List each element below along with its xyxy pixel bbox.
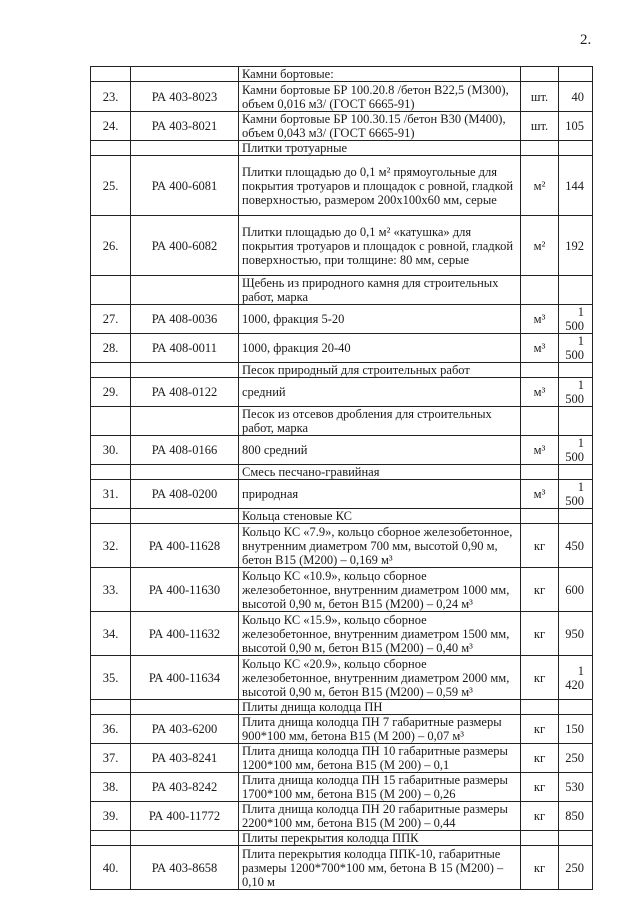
row-unit: кг — [521, 612, 559, 656]
row-code: РА 400-11634 — [131, 656, 239, 700]
row-description: Плита перекрытия колодца ППК-10, габаритные размеры 1200*700*100 мм, бетона В 15 (М200) – 0,10 м — [239, 846, 521, 890]
row-description: Плитки площадью до 0,1 м² «катушка» для покрытия тротуаров и площадок с ровной, гладкой поверхностью, при толщине: 80 мм, серые — [239, 216, 521, 276]
row-quantity: 1 500 — [559, 334, 593, 363]
row-quantity: 1 500 — [559, 378, 593, 407]
row-code — [131, 831, 239, 846]
row-number: 28. — [91, 334, 131, 363]
row-description: Плиты перекрытия колодца ППК — [239, 831, 521, 846]
row-number — [91, 141, 131, 156]
row-number: 31. — [91, 480, 131, 509]
materials-table-body — [91, 67, 593, 890]
row-quantity: 530 — [559, 773, 593, 802]
row-description: средний — [239, 378, 521, 407]
row-code: РА 403-8021 — [131, 112, 239, 141]
table-row — [91, 524, 593, 568]
row-quantity: 250 — [559, 846, 593, 890]
row-number — [91, 363, 131, 378]
table-row — [91, 82, 593, 112]
row-number — [91, 276, 131, 305]
row-code: РА 403-8242 — [131, 773, 239, 802]
section-row — [91, 363, 593, 378]
materials-table — [90, 66, 593, 890]
row-code — [131, 363, 239, 378]
table-row — [91, 378, 593, 407]
row-description: Песок природный для строительных работ — [239, 363, 521, 378]
row-code: РА 408-0036 — [131, 305, 239, 334]
row-unit: кг — [521, 744, 559, 773]
row-number: 24. — [91, 112, 131, 141]
section-row — [91, 465, 593, 480]
row-quantity — [559, 509, 593, 524]
row-description: Кольцо КС «15.9», кольцо сборное железобетонное, внутренним диаметром 1500 мм, высотой 0,90 м, бетон В15 (М200) – 0,40 м³ — [239, 612, 521, 656]
row-number — [91, 67, 131, 82]
row-unit: м³ — [521, 334, 559, 363]
table-row — [91, 436, 593, 465]
row-number — [91, 465, 131, 480]
row-number: 25. — [91, 156, 131, 216]
row-number: 37. — [91, 744, 131, 773]
row-code: РА 400-11772 — [131, 802, 239, 831]
table-row — [91, 656, 593, 700]
row-code: РА 400-6082 — [131, 216, 239, 276]
row-description: Камни бортовые БР 100.30.15 /бетон В30 (М400), объем 0,043 м3/ (ГОСТ 6665-91) — [239, 112, 521, 141]
row-code — [131, 465, 239, 480]
row-code — [131, 276, 239, 305]
row-description: Плита днища колодца ПН 10 габаритные размеры 1200*100 мм, бетона В15 (М 200) – 0,1 — [239, 744, 521, 773]
row-unit: кг — [521, 568, 559, 612]
row-unit: кг — [521, 773, 559, 802]
row-code: РА 408-0011 — [131, 334, 239, 363]
row-unit: м² — [521, 156, 559, 216]
row-number: 39. — [91, 802, 131, 831]
row-code — [131, 509, 239, 524]
row-code: РА 400-6081 — [131, 156, 239, 216]
row-code: РА 403-8023 — [131, 82, 239, 112]
row-description: Плитки площадью до 0,1 м² прямоугольные для покрытия тротуаров и площадок с ровной, гладкой поверхностью, размером 200х100х60 мм, серые — [239, 156, 521, 216]
row-quantity — [559, 465, 593, 480]
row-quantity — [559, 831, 593, 846]
row-description: Кольца стеновые КС — [239, 509, 521, 524]
row-number: 34. — [91, 612, 131, 656]
row-description: Щебень из природного камня для строительных работ, марка — [239, 276, 521, 305]
row-unit: кг — [521, 715, 559, 744]
table-row — [91, 715, 593, 744]
row-quantity — [559, 363, 593, 378]
row-quantity: 600 — [559, 568, 593, 612]
row-quantity: 1 500 — [559, 480, 593, 509]
row-code — [131, 141, 239, 156]
table-row — [91, 480, 593, 509]
section-row — [91, 509, 593, 524]
row-description: Камни бортовые БР 100.20.8 /бетон В22,5 (М300), объем 0,016 м3/ (ГОСТ 6665-91) — [239, 82, 521, 112]
page-number: 2. — [580, 32, 592, 48]
row-code: РА 403-6200 — [131, 715, 239, 744]
table-row — [91, 568, 593, 612]
table-row — [91, 334, 593, 363]
row-unit: м³ — [521, 480, 559, 509]
section-row — [91, 141, 593, 156]
row-code: РА 403-8658 — [131, 846, 239, 890]
row-quantity: 150 — [559, 715, 593, 744]
row-description: природная — [239, 480, 521, 509]
row-description: Песок из отсевов дробления для строительных работ, марка — [239, 407, 521, 436]
row-code — [131, 407, 239, 436]
row-quantity: 250 — [559, 744, 593, 773]
row-code — [131, 700, 239, 715]
row-code: РА 408-0166 — [131, 436, 239, 465]
section-row — [91, 407, 593, 436]
row-unit: шт. — [521, 82, 559, 112]
table-row — [91, 112, 593, 141]
row-unit — [521, 363, 559, 378]
row-quantity: 1 420 — [559, 656, 593, 700]
row-code: РА 408-0122 — [131, 378, 239, 407]
row-number: 23. — [91, 82, 131, 112]
row-unit — [521, 831, 559, 846]
row-description: Плита днища колодца ПН 20 габаритные размеры 2200*100 мм, бетона В15 (М 200) – 0,44 — [239, 802, 521, 831]
row-description: 800 средний — [239, 436, 521, 465]
row-description: Кольцо КС «20.9», кольцо сборное железобетонное, внутренним диаметром 2000 мм, высотой 0,90 м, бетон В15 (М200) – 0,59 м³ — [239, 656, 521, 700]
row-unit — [521, 276, 559, 305]
row-number — [91, 700, 131, 715]
row-description: Плита днища колодца ПН 7 габаритные размеры 900*100 мм, бетона В15 (М 200) – 0,07 м³ — [239, 715, 521, 744]
row-unit — [521, 509, 559, 524]
row-code: РА 400-11628 — [131, 524, 239, 568]
row-unit: кг — [521, 802, 559, 831]
row-unit: м³ — [521, 305, 559, 334]
row-description: Плитки тротуарные — [239, 141, 521, 156]
row-unit: м² — [521, 216, 559, 276]
row-number: 33. — [91, 568, 131, 612]
row-code: РА 408-0200 — [131, 480, 239, 509]
section-row — [91, 276, 593, 305]
row-quantity: 850 — [559, 802, 593, 831]
row-code — [131, 67, 239, 82]
row-number — [91, 407, 131, 436]
row-unit — [521, 465, 559, 480]
table-row — [91, 846, 593, 890]
row-number: 30. — [91, 436, 131, 465]
row-unit — [521, 67, 559, 82]
row-quantity: 192 — [559, 216, 593, 276]
row-quantity: 1 500 — [559, 436, 593, 465]
row-number: 32. — [91, 524, 131, 568]
row-quantity — [559, 141, 593, 156]
row-number: 36. — [91, 715, 131, 744]
table-row — [91, 744, 593, 773]
row-quantity — [559, 700, 593, 715]
row-unit: м³ — [521, 436, 559, 465]
table-row — [91, 612, 593, 656]
row-quantity — [559, 67, 593, 82]
row-code: РА 400-11630 — [131, 568, 239, 612]
row-unit: кг — [521, 524, 559, 568]
row-number: 29. — [91, 378, 131, 407]
section-row — [91, 831, 593, 846]
row-unit: м³ — [521, 378, 559, 407]
table-row — [91, 216, 593, 276]
row-description: 1000, фракция 5-20 — [239, 305, 521, 334]
row-number: 26. — [91, 216, 131, 276]
row-unit: кг — [521, 656, 559, 700]
row-number: 38. — [91, 773, 131, 802]
row-description: Плиты днища колодца ПН — [239, 700, 521, 715]
row-number: 35. — [91, 656, 131, 700]
row-quantity: 450 — [559, 524, 593, 568]
table-row — [91, 156, 593, 216]
row-description: Смесь песчано-гравийная — [239, 465, 521, 480]
row-code: РА 400-11632 — [131, 612, 239, 656]
row-description: Плита днища колодца ПН 15 габаритные размеры 1700*100 мм, бетона В15 (М 200) – 0,26 — [239, 773, 521, 802]
row-quantity: 40 — [559, 82, 593, 112]
row-quantity: 1 500 — [559, 305, 593, 334]
section-row — [91, 700, 593, 715]
row-number — [91, 831, 131, 846]
row-description: Кольцо КС «10.9», кольцо сборное железобетонное, внутренним диаметром 1000 мм, высотой 0,90 м, бетон В15 (М200) – 0,24 м³ — [239, 568, 521, 612]
row-unit — [521, 407, 559, 436]
row-number: 40. — [91, 846, 131, 890]
row-unit: кг — [521, 846, 559, 890]
row-quantity: 950 — [559, 612, 593, 656]
row-quantity — [559, 407, 593, 436]
row-quantity — [559, 276, 593, 305]
row-quantity: 105 — [559, 112, 593, 141]
row-unit: шт. — [521, 112, 559, 141]
table-row — [91, 802, 593, 831]
section-row — [91, 67, 593, 82]
row-description: Камни бортовые: — [239, 67, 521, 82]
row-description: 1000, фракция 20-40 — [239, 334, 521, 363]
row-description: Кольцо КС «7.9», кольцо сборное железобетонное, внутренним диаметром 700 мм, высотой 0,90 м, бетон В15 (М200) – 0,169 м³ — [239, 524, 521, 568]
row-code: РА 403-8241 — [131, 744, 239, 773]
row-unit — [521, 141, 559, 156]
table-row — [91, 773, 593, 802]
table-row — [91, 305, 593, 334]
row-quantity: 144 — [559, 156, 593, 216]
row-number: 27. — [91, 305, 131, 334]
row-number — [91, 509, 131, 524]
row-unit — [521, 700, 559, 715]
